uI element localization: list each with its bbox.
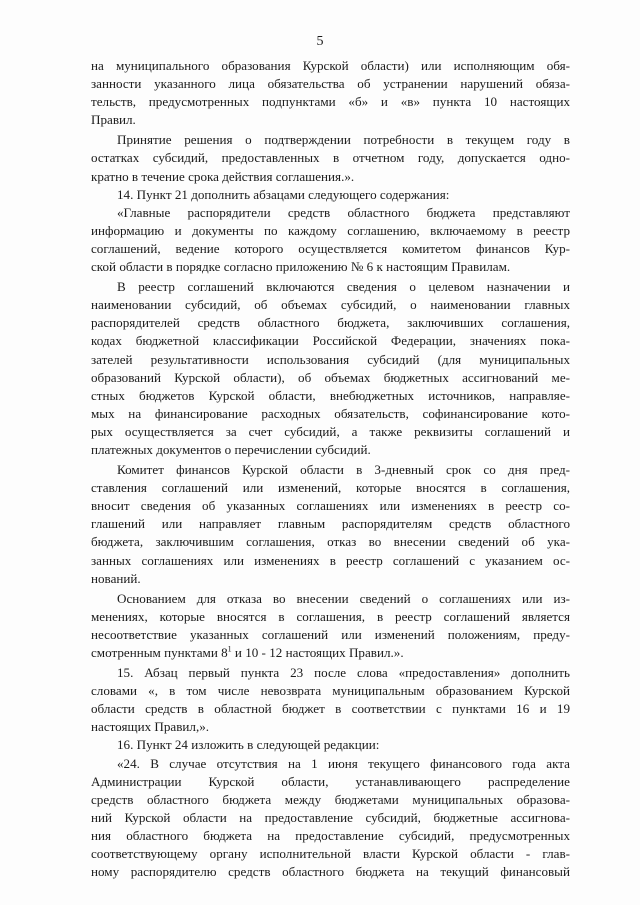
paragraph — [91, 590, 570, 662]
text-line: стных бюджетов Курской области, внебюджетных источников, направляе- — [91, 387, 570, 403]
text-line: Принятие решения о подтверждении потребности в текущем году в — [117, 132, 570, 148]
text-line: 14. Пункт 21 дополнить абзацами следующего содержания: — [117, 186, 450, 202]
paragraph — [91, 461, 570, 588]
text-line: платежных документов о перечислении субсидий. — [91, 441, 371, 457]
text-line: занных соглашениях или изменениях в реестр соглашений с указанием ос- — [91, 552, 570, 568]
text-line: Основанием для отказа во внесении сведений о соглашениях или из- — [117, 590, 570, 606]
text-line: настоящих Правил,». — [91, 719, 210, 735]
text-line: бюджета, заключившим соглашения, отказ во внесении сведений об ука- — [91, 534, 570, 550]
text-line: остатках субсидий, предоставленных в отчетном году, допускается одно- — [91, 150, 570, 166]
text-line: рых осуществляется за счет субсидий, а также реквизиты соглашений и — [91, 423, 570, 439]
text-line: Комитет финансов Курской области в 3-дневный срок со дня пред- — [117, 462, 570, 478]
document-body — [91, 57, 570, 881]
text-line: ставления соглашений или изменений, которые вносятся в соглашения, — [91, 480, 570, 496]
text-line: Правил. — [91, 112, 136, 128]
text-line: «Главные распорядители средств областного бюджета представляют — [117, 204, 570, 220]
paragraph — [91, 664, 570, 736]
text-line: занности указанного лица обязательства об устранении нарушений обяза- — [91, 76, 570, 92]
text-line: ния областного бюджета на предоставление субсидий, предусмотренных — [91, 827, 570, 843]
paragraph — [91, 186, 570, 204]
text-line: соглашений, ведение которого осуществляется комитетом финансов Кур- — [91, 240, 570, 256]
paragraph — [91, 204, 570, 276]
text-line: соответствующему органу исполнительной власти Курской области - глав- — [91, 846, 570, 862]
paragraph — [91, 278, 570, 459]
text-line: ний Курской области на предоставление субсидий, бюджетные ассигнова- — [91, 809, 570, 825]
text-line: мых на финансирование расходных обязательств, софинансирование кото- — [91, 405, 570, 421]
text-line: «24. В случае отсутствия на 1 июня текущего финансового года акта — [117, 755, 570, 771]
text-line: образований Курской области), об объемах бюджетных ассигнований ме- — [91, 369, 570, 385]
paragraph — [91, 57, 570, 129]
text-line: Администрации Курской области, устанавливающего распределение — [91, 773, 570, 789]
text-line: менениях, которые вносятся в соглашения, в реестр соглашений является — [91, 608, 570, 624]
text-line: распорядителей средств областного бюджета, заключивших соглашения, — [91, 315, 570, 331]
page-number: 5 — [316, 34, 324, 49]
text-line: глашений или направляет главным распорядителям средств областного — [91, 516, 570, 532]
paragraph — [91, 131, 570, 185]
text-line: кратно в течение срока действия соглашения.». — [91, 168, 355, 184]
text-line: нований. — [91, 570, 141, 586]
text-line: кодах бюджетной классификации Российской Федерации, значениях пока- — [91, 333, 570, 349]
text-fragment: и 10 - 12 настоящих Правил.». — [231, 645, 404, 660]
text-line: информацию и документы по каждому соглашению, включаемому в реестр — [91, 222, 570, 238]
text-line: ному распорядителю средств областного бюджета на текущий финансовый — [91, 864, 570, 880]
text-line: наименовании субсидий, об объемах субсидий, о наименовании главных — [91, 297, 570, 313]
text-line: словами «, в том числе невозврата муниципальным образованием Курской — [91, 683, 570, 699]
text-line: несоответствие указанных соглашений или изменений положениям, преду- — [91, 626, 570, 642]
text-line: 15. Абзац первый пункта 23 после слова «предоставления» дополнить — [117, 665, 570, 681]
text-line: ской области в порядке согласно приложению № 6 к настоящим Правилам. — [91, 259, 511, 275]
text-line: В реестр соглашений включаются сведения о целевом назначении и — [117, 279, 570, 295]
text-line: 16. Пункт 24 изложить в следующей редакции: — [117, 737, 380, 753]
text-line: области средств в областной бюджет в соответствии с пунктами 16 и 19 — [91, 701, 570, 717]
text-line: средств областного бюджета между бюджетами муниципальных образова- — [91, 791, 570, 807]
paragraph — [91, 755, 570, 882]
text-line: тельств, предусмотренных подпунктами «б» и «в» пункта 10 настоящих — [91, 94, 570, 110]
superscript: 1 — [227, 644, 232, 654]
text-line: зателей результативности использования субсидий (для муниципальных — [91, 351, 570, 367]
text-line: на муниципального образования Курской области) или исполняющим обя- — [91, 58, 570, 73]
text-line-with-superscript — [91, 644, 570, 662]
text-fragment: смотренным пунктами 8 — [91, 645, 228, 660]
paragraph — [91, 736, 570, 754]
text-line: вносит сведения об указанных соглашениях или изменениях в реестр со- — [91, 498, 570, 514]
